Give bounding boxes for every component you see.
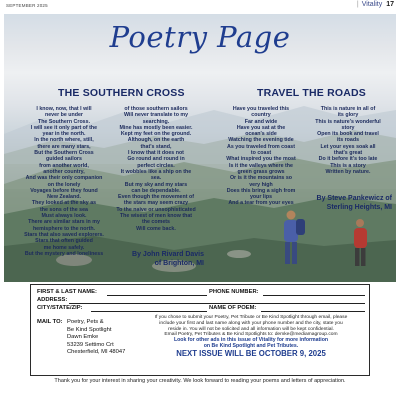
poem-title-southern-cross — [58, 87, 185, 99]
text-line: sea. — [150, 175, 162, 182]
phone-number-label: PHONE NUMBER: — [209, 289, 259, 295]
issue-date: SEPTEMBER 2025 — [6, 3, 48, 8]
poem-column — [112, 106, 200, 232]
text-line: can be dependable. — [131, 187, 181, 194]
text-line: Email Poetry, Pet Tributes & Be Kind Spotlights to: demke@mediamagroup.com — [164, 332, 338, 338]
text-line: Watching the evening tide — [228, 137, 294, 144]
phone-number-field[interactable] — [263, 295, 365, 296]
text-line: What inspired you the most — [226, 156, 296, 163]
text-line: Chesterfield, MI 48047 — [67, 349, 126, 356]
name-of-poem-label: NAME OF POEM: — [209, 305, 257, 311]
text-line: Will never translate to my — [123, 112, 189, 119]
text-line: But the mystery and loneliness — [24, 250, 104, 257]
text-line: reside in. You will not be solicited and all information will be kept confidential. — [168, 326, 334, 332]
text-line: Do it before it's too late — [318, 156, 378, 163]
poem-title-travel-roads — [257, 87, 366, 99]
first-last-name-label: FIRST & LAST NAME: — [37, 289, 97, 295]
text-line: As you traveled from coast — [227, 143, 295, 150]
text-line: This is nature's wonderful — [315, 118, 381, 125]
text-line: from another world, — [39, 162, 89, 169]
author-line: of Brighton, MI — [154, 260, 204, 267]
mail-to-label: MAIL TO: — [37, 319, 63, 325]
text-line: The wisest of men know that — [119, 213, 193, 220]
text-line: of those southern sailors — [124, 106, 188, 112]
text-line: The Southern Cross. — [37, 118, 91, 125]
text-line: In the north where, still, — [34, 137, 94, 144]
text-line: They looked at the sky as — [31, 200, 97, 207]
submission-info — [135, 315, 367, 357]
footer-thank-you: Thank you for your interest in sharing your creativity. We look forward to reading your poems and letters of appreciation. — [54, 378, 346, 384]
page-title: Poetry Page — [109, 20, 291, 54]
text-line: And was their only companion — [25, 175, 103, 182]
text-line: that's stand, — [140, 143, 172, 150]
next-issue-date: NEXT ISSUE WILL BE OCTOBER 9, 2025 — [176, 348, 326, 358]
page-header — [0, 0, 400, 14]
text-line: I will see it only part of the — [30, 124, 98, 131]
text-line: that's great — [333, 150, 363, 157]
text-line: Or is it the mountains so — [229, 175, 293, 182]
text-line: But my sky and my stars — [124, 181, 188, 188]
text-line: searching. — [142, 118, 170, 125]
text-line: Is it the valleys where the — [229, 162, 293, 169]
text-line: Stars that also saved explorers. — [24, 231, 104, 238]
text-line: To the naive or unsophisticated — [116, 206, 196, 213]
text-line: This is a story — [330, 162, 366, 169]
text-line: I know that it does not — [128, 150, 184, 157]
text-line: on Be Kind Spotlight and Pet Tributes. — [203, 342, 299, 349]
text-line: on the lonely — [47, 181, 81, 188]
text-line: another country, — [43, 168, 85, 175]
hero-mountain-photo — [4, 14, 396, 282]
poem-author — [110, 250, 204, 268]
text-line: And a tear from your eyes — [228, 200, 294, 207]
text-line: Dawn Emke — [67, 334, 99, 341]
text-line: 53239 Settimo Crt — [67, 341, 114, 348]
poem-author — [294, 194, 392, 212]
text-line: your lips — [249, 194, 273, 201]
address-label: ADDRESS: — [37, 297, 68, 303]
section-name: Vitality — [361, 1, 383, 8]
text-line: There are similar stars in my — [28, 219, 100, 226]
page-number: 17 — [386, 1, 394, 8]
poem-column — [218, 106, 304, 207]
author-line: Sterling Heights, MI — [326, 204, 392, 211]
poem-title: TRAVEL THE ROADS — [257, 87, 366, 99]
text-line: me home safely. — [43, 244, 85, 251]
text-line: green grass grows — [237, 168, 285, 175]
text-line: Mine has mostly been easier. — [119, 124, 193, 131]
text-line: Must always look. — [41, 213, 87, 220]
text-line: Even though the movement of — [118, 194, 194, 201]
text-line: Stars that often guided — [35, 238, 93, 245]
text-line: year in the north. — [42, 131, 86, 138]
author-line: By John Rivard Davis — [132, 251, 204, 258]
text-line: But the Southern Cross — [34, 150, 94, 157]
text-line: the sons of the sea — [40, 206, 88, 213]
text-line: the stars may seem crazy — [123, 200, 189, 207]
text-line: If you chose to submit your Poetry, Pet Tribute or Be Kind Spotlight through email, please — [154, 315, 348, 320]
text-line: Poetry, Pets & — [67, 319, 104, 325]
text-line: hemisphere to the north. — [32, 225, 96, 232]
text-line: perfect circles. — [137, 162, 175, 169]
text-line: Far and wide — [244, 118, 278, 125]
text-line: Have you traveled this — [232, 106, 290, 112]
text-line: I know, now, that I will — [36, 106, 92, 112]
text-line: Voyages before they found — [30, 187, 98, 194]
text-line: never be under — [45, 112, 83, 119]
text-line: Open its book and travel — [317, 131, 379, 138]
text-line: story — [341, 124, 355, 131]
text-line: New Zealand. — [47, 194, 81, 201]
text-line: Have you sat at the — [236, 124, 286, 131]
name-of-poem-field[interactable] — [261, 311, 365, 312]
text-line: This is nature in all of — [320, 106, 376, 112]
text-line: Let your eyes soak all — [320, 143, 376, 150]
text-line: Go round and round in — [127, 156, 185, 163]
poem-title: THE SOUTHERN CROSS — [58, 87, 185, 99]
text-line: country — [251, 112, 271, 119]
text-line: Written by nature. — [325, 168, 371, 175]
address-field[interactable] — [69, 303, 365, 304]
text-line: Will come back. — [136, 225, 176, 232]
section-label: | Vitality 17 — [356, 1, 394, 8]
text-line: Be Kind Spotlight — [67, 326, 112, 333]
text-line: Kept my feet on the ground. — [120, 131, 192, 138]
text-line: very high — [249, 181, 273, 188]
text-line: guided sailors — [46, 156, 82, 163]
first-last-name-field[interactable] — [107, 295, 207, 296]
text-line: there are many stars, — [37, 143, 91, 150]
text-line: the comets — [142, 219, 170, 226]
text-line: include your first and last name along with your phone number and the city, state you — [159, 320, 343, 326]
text-line: Although, on the earth — [127, 137, 185, 144]
text-line: ocean's side — [245, 131, 277, 138]
city-state-zip-label: CITY/STATE/ZIP: — [37, 305, 83, 311]
author-line: By Steve Pankewicz of — [316, 195, 392, 202]
mailing-address — [67, 319, 125, 357]
text-line: to coast — [250, 150, 272, 157]
poem-column — [20, 106, 108, 257]
text-line: its roads — [336, 137, 360, 144]
text-line: its glory — [337, 112, 359, 119]
text-line: Look for other ads in this issue of Vitality for more information — [173, 337, 329, 344]
poem-column — [306, 106, 390, 175]
text-line: Does this bring a sigh from — [226, 187, 296, 194]
text-line: It wobbles like a ship on the — [120, 168, 192, 175]
submission-form — [30, 284, 370, 376]
email-instructions — [135, 315, 367, 338]
city-state-zip-field[interactable] — [91, 311, 207, 312]
